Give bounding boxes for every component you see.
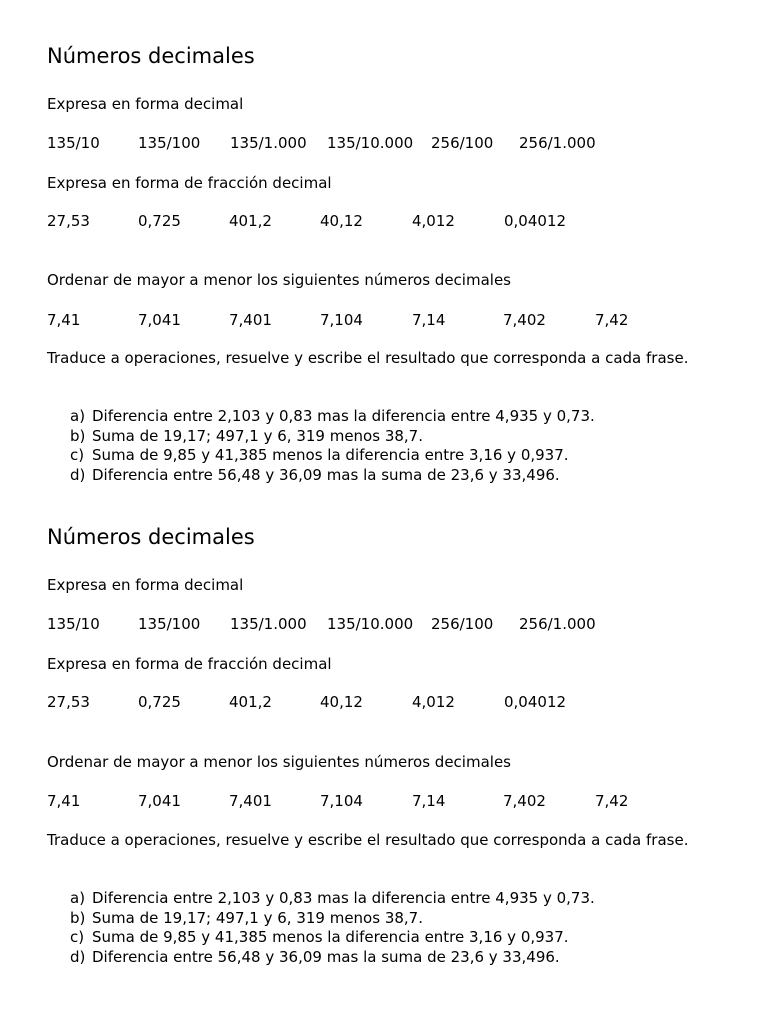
decimal-value: 27,53 — [47, 693, 90, 711]
section-heading-fraction-form: Expresa en forma de fracción decimal — [47, 655, 332, 673]
decimal-value: 4,012 — [412, 212, 455, 230]
fraction-value: 256/1.000 — [519, 615, 596, 633]
fraction-value: 135/1.000 — [230, 134, 307, 152]
problem-item — [70, 889, 710, 909]
order-number: 7,42 — [595, 792, 629, 810]
problem-item — [70, 909, 710, 929]
problem-list — [70, 889, 710, 967]
problem-item — [70, 407, 710, 427]
section-heading-decimal-form: Expresa en forma decimal — [47, 576, 244, 594]
section-instruction-operations: Traduce a operaciones, resuelve y escribe el resultado que corresponda a cada frase. — [47, 831, 689, 849]
problem-item — [70, 466, 710, 486]
problem-item — [70, 928, 710, 948]
decimal-value: 0,04012 — [504, 212, 567, 230]
worksheet-title: Números decimales — [47, 44, 255, 68]
order-number: 7,14 — [412, 792, 446, 810]
problem-marker: c) — [70, 928, 85, 946]
problem-text: Diferencia entre 56,48 y 36,09 mas la suma de 23,6 y 33,496. — [92, 947, 560, 966]
problem-text: Diferencia entre 56,48 y 36,09 mas la suma de 23,6 y 33,496. — [92, 465, 560, 484]
section-heading-ordering: Ordenar de mayor a menor los siguientes números decimales — [47, 271, 511, 289]
ordering-row — [47, 310, 747, 330]
problem-text: Suma de 19,17; 497,1 y 6, 319 menos 38,7. — [92, 426, 423, 445]
problem-list — [70, 407, 710, 485]
decimal-value: 401,2 — [229, 212, 272, 230]
fraction-value: 135/10 — [47, 615, 100, 633]
problem-item — [70, 948, 710, 968]
section-heading-decimal-form: Expresa en forma decimal — [47, 95, 244, 113]
order-number: 7,401 — [229, 792, 272, 810]
order-number: 7,401 — [229, 311, 272, 329]
worksheet-title: Números decimales — [47, 525, 255, 549]
fraction-value: 256/100 — [431, 134, 494, 152]
decimal-value: 0,725 — [138, 693, 181, 711]
order-number: 7,041 — [138, 311, 181, 329]
problem-marker: b) — [70, 908, 86, 927]
decimal-value: 40,12 — [320, 693, 363, 711]
problem-text: Diferencia entre 2,103 y 0,83 mas la diferencia entre 4,935 y 0,73. — [92, 407, 595, 425]
order-number: 7,402 — [503, 311, 546, 329]
section-heading-ordering: Ordenar de mayor a menor los siguientes números decimales — [47, 753, 511, 771]
order-number: 7,104 — [320, 792, 363, 810]
problem-text: Suma de 19,17; 497,1 y 6, 319 menos 38,7. — [92, 908, 423, 927]
fraction-value: 135/100 — [138, 134, 201, 152]
order-number: 7,42 — [595, 311, 629, 329]
problem-marker: a) — [70, 407, 86, 425]
problem-text: Suma de 9,85 y 41,385 menos la diferencia entre 3,16 y 0,937. — [92, 928, 569, 946]
problem-marker: b) — [70, 426, 86, 445]
problem-item — [70, 427, 710, 447]
order-number: 7,104 — [320, 311, 363, 329]
decimal-value: 4,012 — [412, 693, 455, 711]
fraction-value: 135/1.000 — [230, 615, 307, 633]
decimal-value: 401,2 — [229, 693, 272, 711]
fractions-row — [47, 614, 747, 634]
problem-marker: d) — [70, 947, 86, 966]
order-number: 7,41 — [47, 311, 81, 329]
fraction-value: 256/1.000 — [519, 134, 596, 152]
section-heading-fraction-form: Expresa en forma de fracción decimal — [47, 174, 332, 192]
problem-marker: d) — [70, 465, 86, 484]
problem-marker: c) — [70, 446, 85, 464]
decimal-value: 0,04012 — [504, 693, 567, 711]
decimals-row — [47, 692, 747, 712]
problem-text: Diferencia entre 2,103 y 0,83 mas la diferencia entre 4,935 y 0,73. — [92, 889, 595, 907]
problem-text: Suma de 9,85 y 41,385 menos la diferencia entre 3,16 y 0,937. — [92, 446, 569, 464]
problem-marker: a) — [70, 889, 86, 907]
order-number: 7,41 — [47, 792, 81, 810]
fraction-value: 135/10 — [47, 134, 100, 152]
order-number: 7,402 — [503, 792, 546, 810]
decimal-value: 27,53 — [47, 212, 90, 230]
fraction-value: 256/100 — [431, 615, 494, 633]
order-number: 7,041 — [138, 792, 181, 810]
fraction-value: 135/10.000 — [327, 134, 414, 152]
decimal-value: 0,725 — [138, 212, 181, 230]
decimal-value: 40,12 — [320, 212, 363, 230]
section-instruction-operations: Traduce a operaciones, resuelve y escribe el resultado que corresponda a cada frase. — [47, 349, 689, 367]
ordering-row — [47, 791, 747, 811]
fraction-value: 135/100 — [138, 615, 201, 633]
decimals-row — [47, 211, 747, 231]
order-number: 7,14 — [412, 311, 446, 329]
problem-item — [70, 446, 710, 466]
fraction-value: 135/10.000 — [327, 615, 414, 633]
fractions-row — [47, 133, 747, 153]
